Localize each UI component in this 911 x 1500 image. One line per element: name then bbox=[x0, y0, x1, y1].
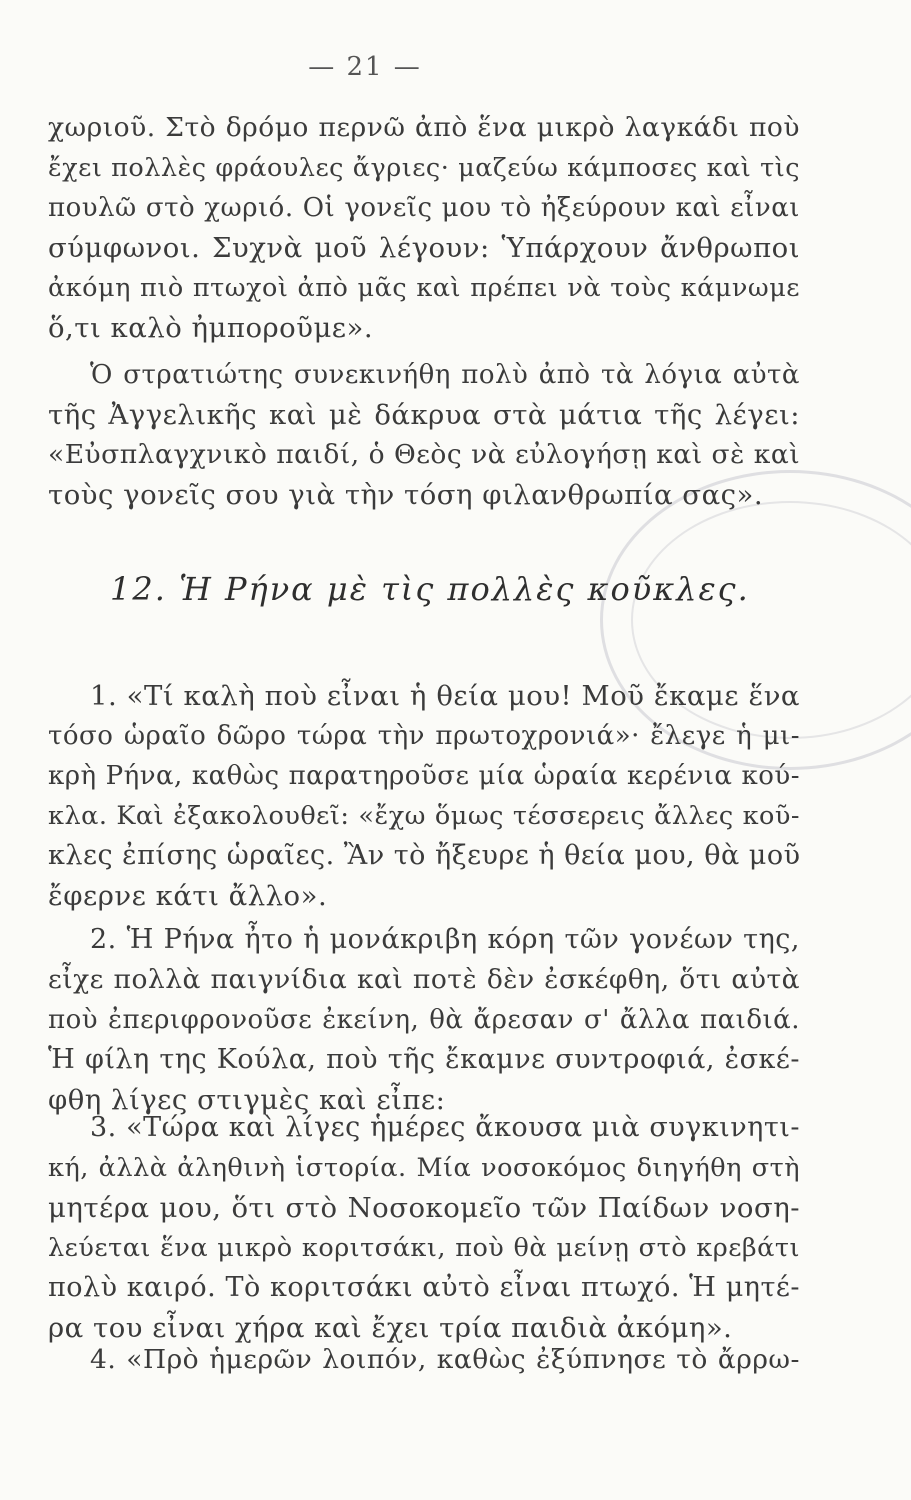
text-line: κλες ἐπίσης ὡραῖες. Ἂν τὸ ἤξευρε ἡ θεία μου, θὰ μοῦ bbox=[48, 840, 801, 871]
text-line: ἔφερνε κάτι ἄλλο». bbox=[48, 880, 328, 912]
paragraph-continuation bbox=[48, 108, 800, 348]
text-line: κρὴ Ρήνα, καθὼς παρατηροῦσε μία ὡραία κερένια κού- bbox=[48, 761, 800, 791]
text-line: χωριοῦ. Στὸ δρόμο περνῶ ἀπὸ ἕνα μικρὸ λαγκάδι ποὺ bbox=[48, 112, 800, 143]
text-line: ποὺ ἐπεριφρονοῦσε ἐκείνη, θὰ ἄρεσαν σ' ἄλλα παιδιά. bbox=[48, 1005, 800, 1035]
text-line: Ὁ στρατιώτης συνεκινήθη πολὺ ἀπὸ τὰ λόγια αὐτὰ bbox=[90, 360, 800, 390]
chapter-heading: 12. Ἡ Ρήνα μὲ τὶς πολλὲς κοῦκλες. bbox=[110, 570, 750, 608]
text-line: «Εὐσπλαγχνικὸ παιδί, ὁ Θεὸς νὰ εὐλογήσῃ καὶ σὲ καὶ bbox=[48, 439, 801, 470]
paragraph-section-3 bbox=[48, 1108, 800, 1348]
text-line: κλα. Καὶ ἐξακολουθεῖ: «ἔχω ὅμως τέσσερεις ἄλλες κοῦ- bbox=[48, 801, 800, 831]
text-line: φθη λίγες στιγμὲς καὶ εἶπε: bbox=[48, 1084, 446, 1116]
text-line: κή, ἀλλὰ ἀληθινὴ ἱστορία. Μία νοσοκόμος διηγήθη στὴ bbox=[48, 1153, 800, 1183]
text-line: τόσο ὡραῖο δῶρο τώρα τὴν πρωτοχρονιά»· ἔλεγε ἡ μι- bbox=[48, 721, 800, 751]
text-line: ρα του εἶναι χήρα καὶ ἔχει τρία παιδιὰ ἀκόμη». bbox=[48, 1312, 733, 1344]
text-line: μητέρα μου, ὅτι στὸ Νοσοκομεῖο τῶν Παίδων νοση- bbox=[48, 1192, 800, 1224]
paragraph-section-2 bbox=[48, 920, 800, 1120]
paragraph-soldier bbox=[48, 355, 800, 515]
text-line: 3. «Τώρα καὶ λίγες ἡμέρες ἄκουσα μιὰ συγκινητι- bbox=[90, 1112, 800, 1143]
text-line: ἀκόμη πιὸ πτωχοὶ ἀπὸ μᾶς καὶ πρέπει νὰ τοὺς κάμνωμε bbox=[48, 273, 800, 303]
paragraph-section-4 bbox=[48, 1340, 800, 1380]
text-line: 4. «Πρὸ ἡμερῶν λοιπόν, καθὼς ἐξύπνησε τὸ ἄρρω- bbox=[90, 1344, 800, 1375]
paragraph-section-1 bbox=[48, 676, 800, 916]
text-line: λεύεται ἕνα μικρὸ κοριτσάκι, ποὺ θὰ μείνῃ στὸ κρεβάτι bbox=[48, 1233, 800, 1263]
text-line: πολὺ καιρό. Τὸ κοριτσάκι αὐτὸ εἶναι πτωχό. Ἡ μητέ- bbox=[48, 1272, 800, 1303]
text-line: εἶχε πολλὰ παιγνίδια καὶ ποτὲ δὲν ἐσκέφθη, ὅτι αὐτὰ bbox=[48, 964, 800, 995]
page-number: — 21 — bbox=[308, 52, 422, 82]
text-line: Ἡ φίλη της Κούλα, ποὺ τῆς ἔκαμνε συντροφιά, ἐσκέ- bbox=[48, 1044, 800, 1075]
text-line: τοὺς γονεῖς σου γιὰ τὴν τόση φιλανθρωπία σας». bbox=[48, 479, 764, 511]
text-line: 2. Ἡ Ρήνα ἦτο ἡ μονάκριβη κόρη τῶν γονέων της, bbox=[90, 924, 800, 955]
text-line: 1. «Τί καλὴ ποὺ εἶναι ἡ θεία μου! Μοῦ ἔκαμε ἕνα bbox=[90, 680, 800, 712]
text-line: τῆς Ἀγγελικῆς καὶ μὲ δάκρυα στὰ μάτια τῆς λέγει: bbox=[48, 399, 800, 431]
text-line: πουλῶ στὸ χωριό. Οἱ γονεῖς μου τὸ ἠξεύρουν καὶ εἶναι bbox=[48, 193, 800, 223]
text-line: σύμφωνοι. Συχνὰ μοῦ λέγουν: Ὑπάρχουν ἄνθρωποι bbox=[48, 232, 800, 264]
text-line: ὅ,τι καλὸ ἠμποροῦμε». bbox=[48, 312, 374, 344]
text-line: ἔχει πολλὲς φράουλες ἄγριες· μαζεύω κάμποσες καὶ τὶς bbox=[48, 153, 800, 183]
